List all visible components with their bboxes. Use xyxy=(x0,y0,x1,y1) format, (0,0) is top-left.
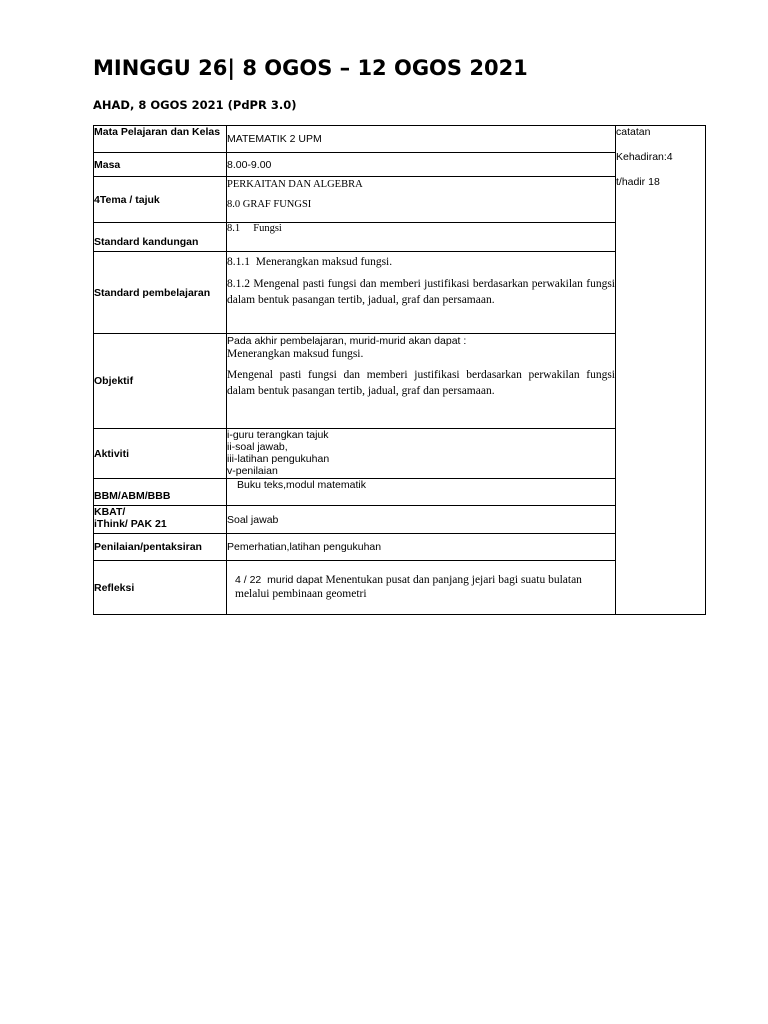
kbat-value: Soal jawab xyxy=(227,506,616,534)
learning-standard-2: 8.1.2 Mengenal pasti fungsi dan memberi justifikasi berdasarkan perwakilan fungsi dalam bentuk pasangan tertib, jadual, graf dan persamaan. xyxy=(227,278,615,306)
table-row xyxy=(94,429,706,479)
theme-label: 4Tema / tajuk xyxy=(94,177,227,223)
attendance-note: Kehadiran:4 xyxy=(616,151,673,163)
table-row xyxy=(94,252,706,334)
bbm-value: Buku teks,modul matematik xyxy=(227,479,616,506)
theme-line-2: 8.0 GRAF FUNGSI xyxy=(227,199,312,210)
table-row xyxy=(94,534,706,561)
learning-standard-label: Standard pembelajaran xyxy=(94,252,227,334)
time-label: Masa xyxy=(94,153,227,177)
objective-2: Mengenal pasti fungsi dan memberi justifikasi berdasarkan perwakilan fungsi dalam bentuk pasangan tertib, jadual, graf dan persamaan. xyxy=(227,369,615,397)
table-row xyxy=(94,223,706,252)
assessment-value: Pemerhatian,latihan pengukuhan xyxy=(227,534,616,561)
table-row xyxy=(94,506,706,534)
bbm-label: BBM/ABM/BBB xyxy=(94,479,227,506)
page-title: MINGGU 26| 8 OGOS – 12 OGOS 2021 xyxy=(93,56,528,80)
content-standard-label: Standard kandungan xyxy=(94,223,227,252)
kbat-label-line-1: KBAT/ xyxy=(94,506,126,518)
page-subtitle: AHAD, 8 OGOS 2021 (PdPR 3.0) xyxy=(93,98,297,112)
reflection-text: Menentukan pusat dan panjang jejari bagi suatu bulatan melalui pembinaan geometri xyxy=(235,574,582,600)
time-value: 8.00-9.00 xyxy=(227,153,616,177)
table-row xyxy=(94,479,706,506)
table-row xyxy=(94,177,706,223)
subject-value xyxy=(227,126,616,153)
activity-value xyxy=(227,429,616,479)
kbat-label xyxy=(94,506,227,534)
table-row xyxy=(94,153,706,177)
learning-standard-1: 8.1.1 Menerangkan maksud fungsi. xyxy=(227,256,393,268)
objective-value xyxy=(227,334,616,429)
reflection-value xyxy=(227,561,616,615)
subject-label: Mata Pelajaran dan Kelas xyxy=(94,126,227,153)
activity-item: iii-latihan pengukuhan xyxy=(227,453,330,465)
theme-line-1: PERKAITAN DAN ALGEBRA xyxy=(227,179,363,190)
learning-standard-value xyxy=(227,252,616,334)
theme-value xyxy=(227,177,616,223)
activity-item: ii-soal jawab, xyxy=(227,441,288,453)
table-row xyxy=(94,334,706,429)
kbat-label-line-2: iThink/ PAK 21 xyxy=(94,518,167,530)
reflection-count: 4 / 22 murid dapat xyxy=(235,574,326,586)
table-row xyxy=(94,561,706,615)
absent-note: t/hadir 18 xyxy=(616,176,660,188)
notes-heading: catatan xyxy=(616,126,651,138)
subject-text: MATEMATIK 2 UPM xyxy=(227,133,322,145)
table-row xyxy=(94,126,706,153)
objective-intro: Pada akhir pembelajaran, murid-murid akan dapat : xyxy=(227,335,467,347)
activity-item: v-penilaian xyxy=(227,465,278,477)
notes-column xyxy=(616,126,706,615)
objective-label: Objektif xyxy=(94,334,227,429)
activity-item: i-guru terangkan tajuk xyxy=(227,429,329,441)
objective-1: Menerangkan maksud fungsi. xyxy=(227,348,364,360)
activity-label: Aktiviti xyxy=(94,429,227,479)
reflection-label: Refleksi xyxy=(94,561,227,615)
content-standard-value: 8.1 Fungsi xyxy=(227,223,616,252)
lesson-plan-table xyxy=(93,125,706,615)
assessment-label: Penilaian/pentaksiran xyxy=(94,534,227,561)
